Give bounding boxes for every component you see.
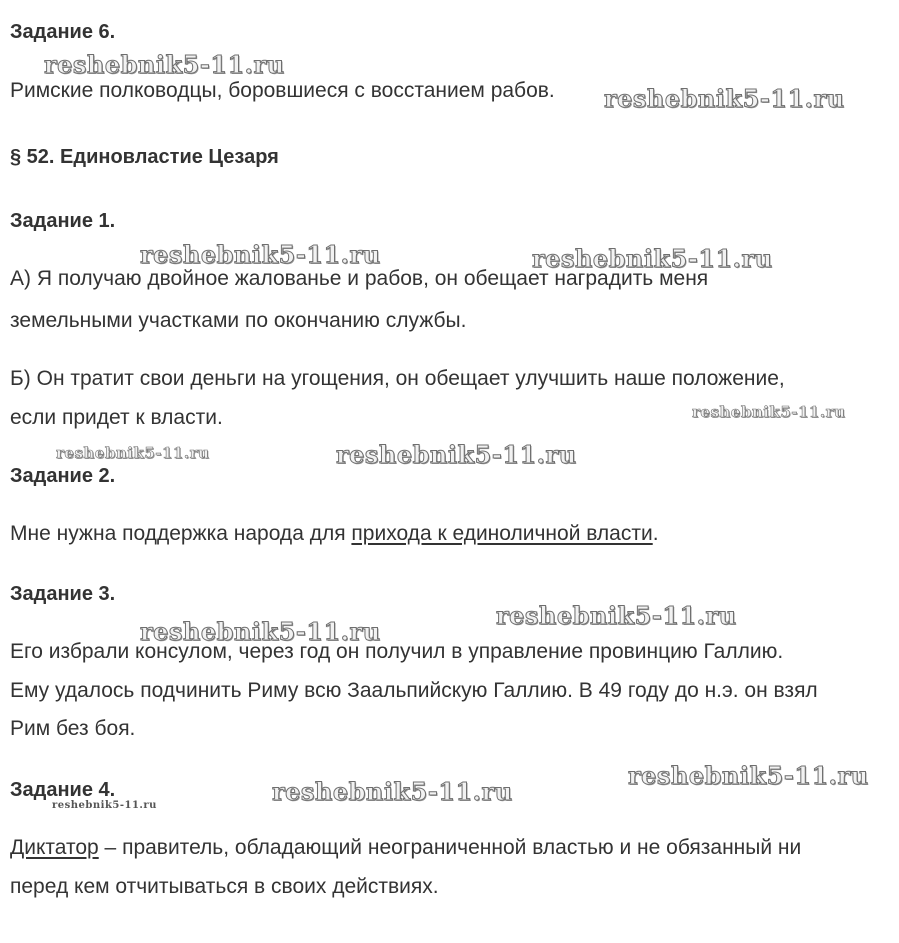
paragraph-title: § 52. Единовластие Цезаря	[10, 146, 279, 168]
watermark: reshebnik5-11.ru	[336, 440, 577, 469]
task2-heading: Задание 2.	[10, 465, 116, 487]
watermark: reshebnik5-11.ru	[692, 403, 846, 421]
task1-heading: Задание 1.	[10, 210, 116, 232]
task6-text: Римские полководцы, боровшиеся с восстанием рабов.	[10, 79, 555, 102]
watermark: reshebnik5-11.ru	[496, 601, 737, 630]
task1-answer-a-line2: земельными участками по окончанию службы.	[10, 309, 467, 332]
task2-underlined-phrase: прихода к единоличной власти	[351, 522, 653, 545]
watermark: reshebnik5-11.ru	[532, 244, 773, 273]
task3-line3: Рим без боя.	[10, 717, 136, 740]
watermark: reshebnik5-11.ru	[628, 761, 869, 790]
task4-definition-line1	[10, 835, 801, 861]
task2-text-before: Мне нужна поддержка народа для	[10, 522, 352, 545]
watermark: reshebnik5-11.ru	[52, 800, 157, 811]
task4-definition-line2: перед кем отчитываться в своих действиях.	[10, 875, 439, 898]
watermark: reshebnik5-11.ru	[44, 50, 285, 79]
task4-term: Диктатор	[10, 836, 99, 859]
watermark: reshebnik5-11.ru	[140, 617, 381, 646]
task3-line2: Ему удалось подчинить Риму всю Заальпийскую Галлию. В 49 году до н.э. он взял	[10, 679, 818, 702]
task1-answer-b-line1: Б) Он тратит свои деньги на угощения, он обещает улучшить наше положение,	[10, 367, 785, 390]
task2-text-after: .	[652, 522, 659, 545]
task4-heading: Задание 4.	[10, 779, 116, 801]
task6-heading: Задание 6.	[10, 21, 116, 43]
task4-definition-rest: – правитель, обладающий неограниченной властью и не обязанный ни	[98, 836, 802, 859]
task1-answer-b-line2: если придет к власти.	[10, 406, 223, 429]
watermark: reshebnik5-11.ru	[140, 240, 381, 269]
task3-heading: Задание 3.	[10, 583, 116, 605]
watermark: reshebnik5-11.ru	[56, 444, 210, 462]
task1-answer-a-line1: А) Я получаю двойное жалованье и рабов, он обещает наградить меня	[10, 267, 709, 290]
watermark: reshebnik5-11.ru	[604, 84, 845, 113]
task2-text	[10, 521, 659, 547]
watermark: reshebnik5-11.ru	[272, 777, 513, 806]
task3-line1: Его избрали консулом, через год он получил в управление провинцию Галлию.	[10, 640, 784, 663]
